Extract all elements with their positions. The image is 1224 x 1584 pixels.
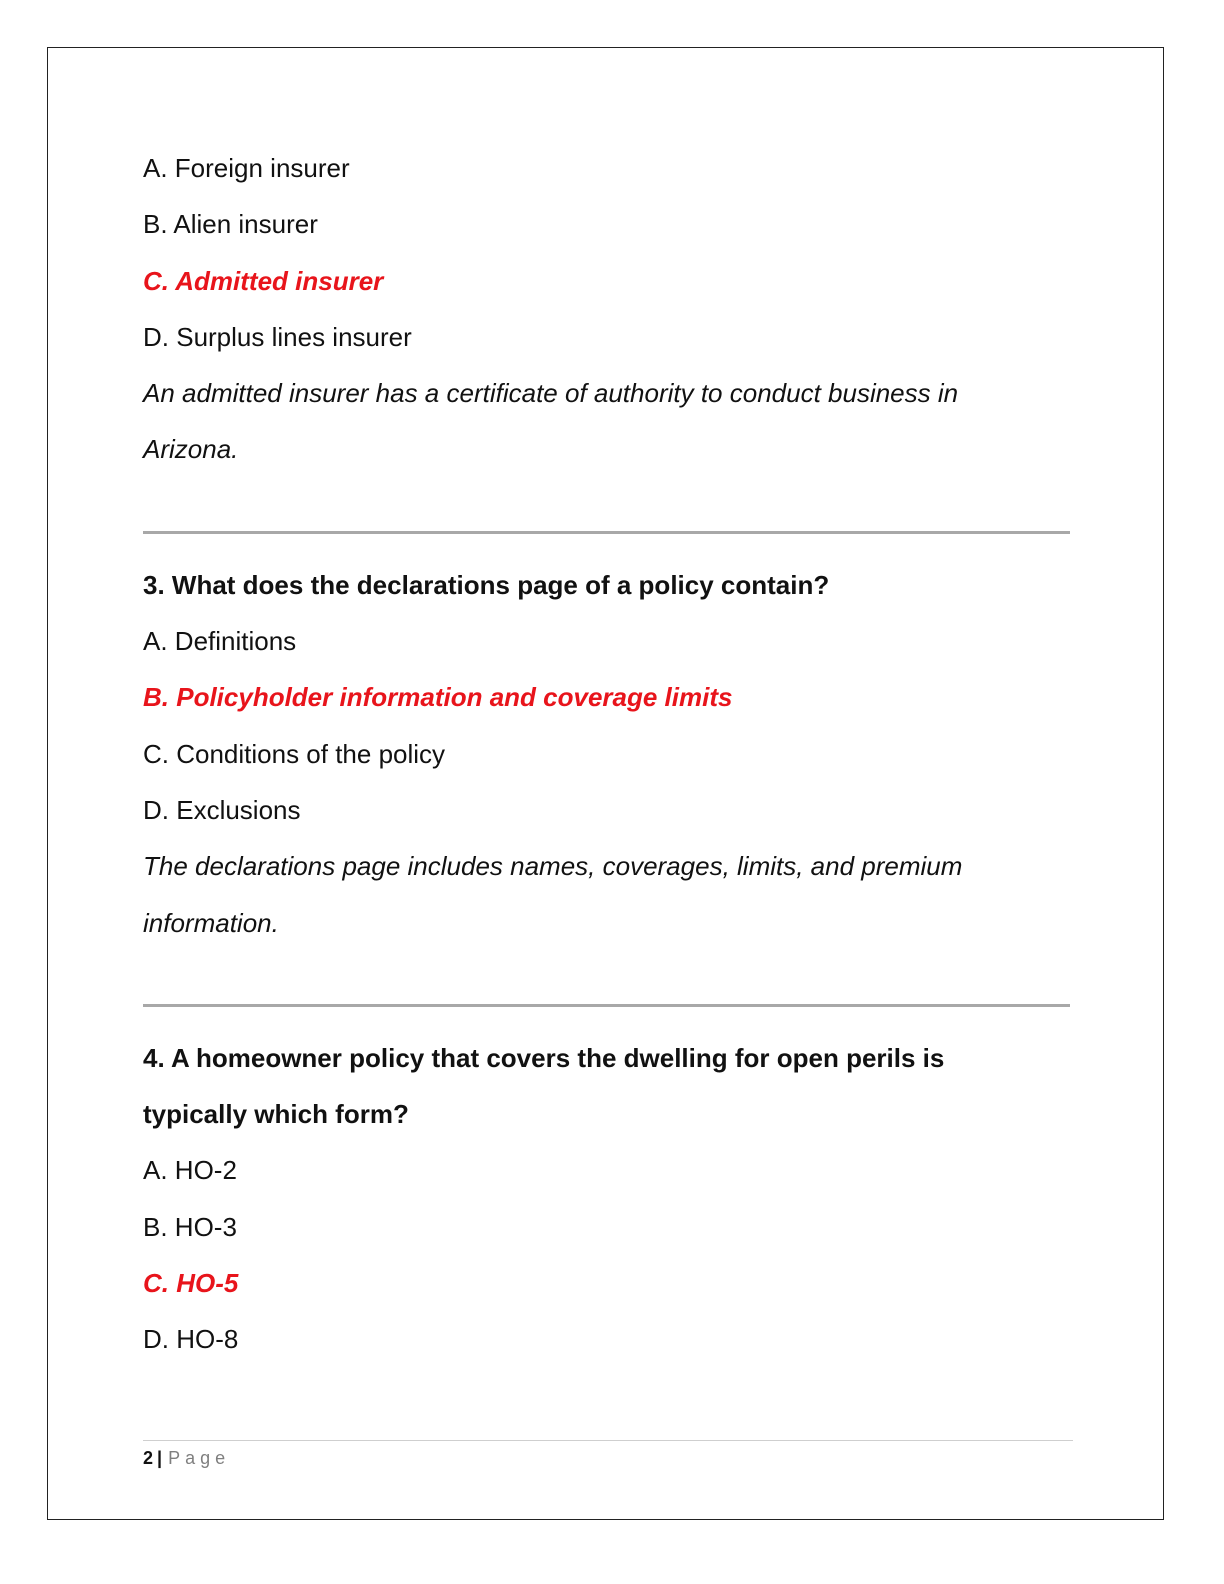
question-4: [143, 1030, 1073, 1368]
correct-answer: C. HO-5: [143, 1268, 239, 1299]
question-text: 4. A homeowner policy that covers the dwelling for open perils is: [143, 1042, 945, 1073]
correct-answer: C. Admitted insurer: [143, 265, 384, 296]
question-3: [143, 557, 1073, 951]
footer-separator: |: [157, 1448, 163, 1468]
question-text: 3. What does the declarations page of a policy contain?: [143, 569, 830, 600]
explanation-line: information.: [143, 907, 279, 938]
option-d: D. Exclusions: [143, 794, 301, 825]
explanation-line: An admitted insurer has a certificate of authority to conduct business in: [143, 378, 959, 409]
page-number: 2: [143, 1448, 154, 1468]
option-a: A. HO-2: [143, 1155, 237, 1186]
page-footer: [143, 1446, 230, 1470]
footer-rule: [143, 1440, 1073, 1441]
option-c: C. Conditions of the policy: [143, 738, 446, 769]
page-label: Page: [168, 1448, 231, 1468]
question-text: typically which form?: [143, 1099, 409, 1130]
explanation-line: The declarations page includes names, coverages, limits, and premium: [143, 851, 963, 882]
option-d: D. HO-8: [143, 1324, 239, 1355]
correct-answer: B. Policyholder information and coverage limits: [143, 682, 733, 713]
option-b: B. HO-3: [143, 1211, 237, 1242]
document-body: [143, 140, 1073, 1368]
question-2-options: [143, 140, 1073, 478]
option-a: A. Definitions: [143, 626, 297, 657]
option-a: A. Foreign insurer: [143, 153, 350, 183]
option-b: B. Alien insurer: [143, 209, 318, 240]
option-d: D. Surplus lines insurer: [143, 321, 412, 352]
explanation-line: Arizona.: [143, 434, 239, 465]
